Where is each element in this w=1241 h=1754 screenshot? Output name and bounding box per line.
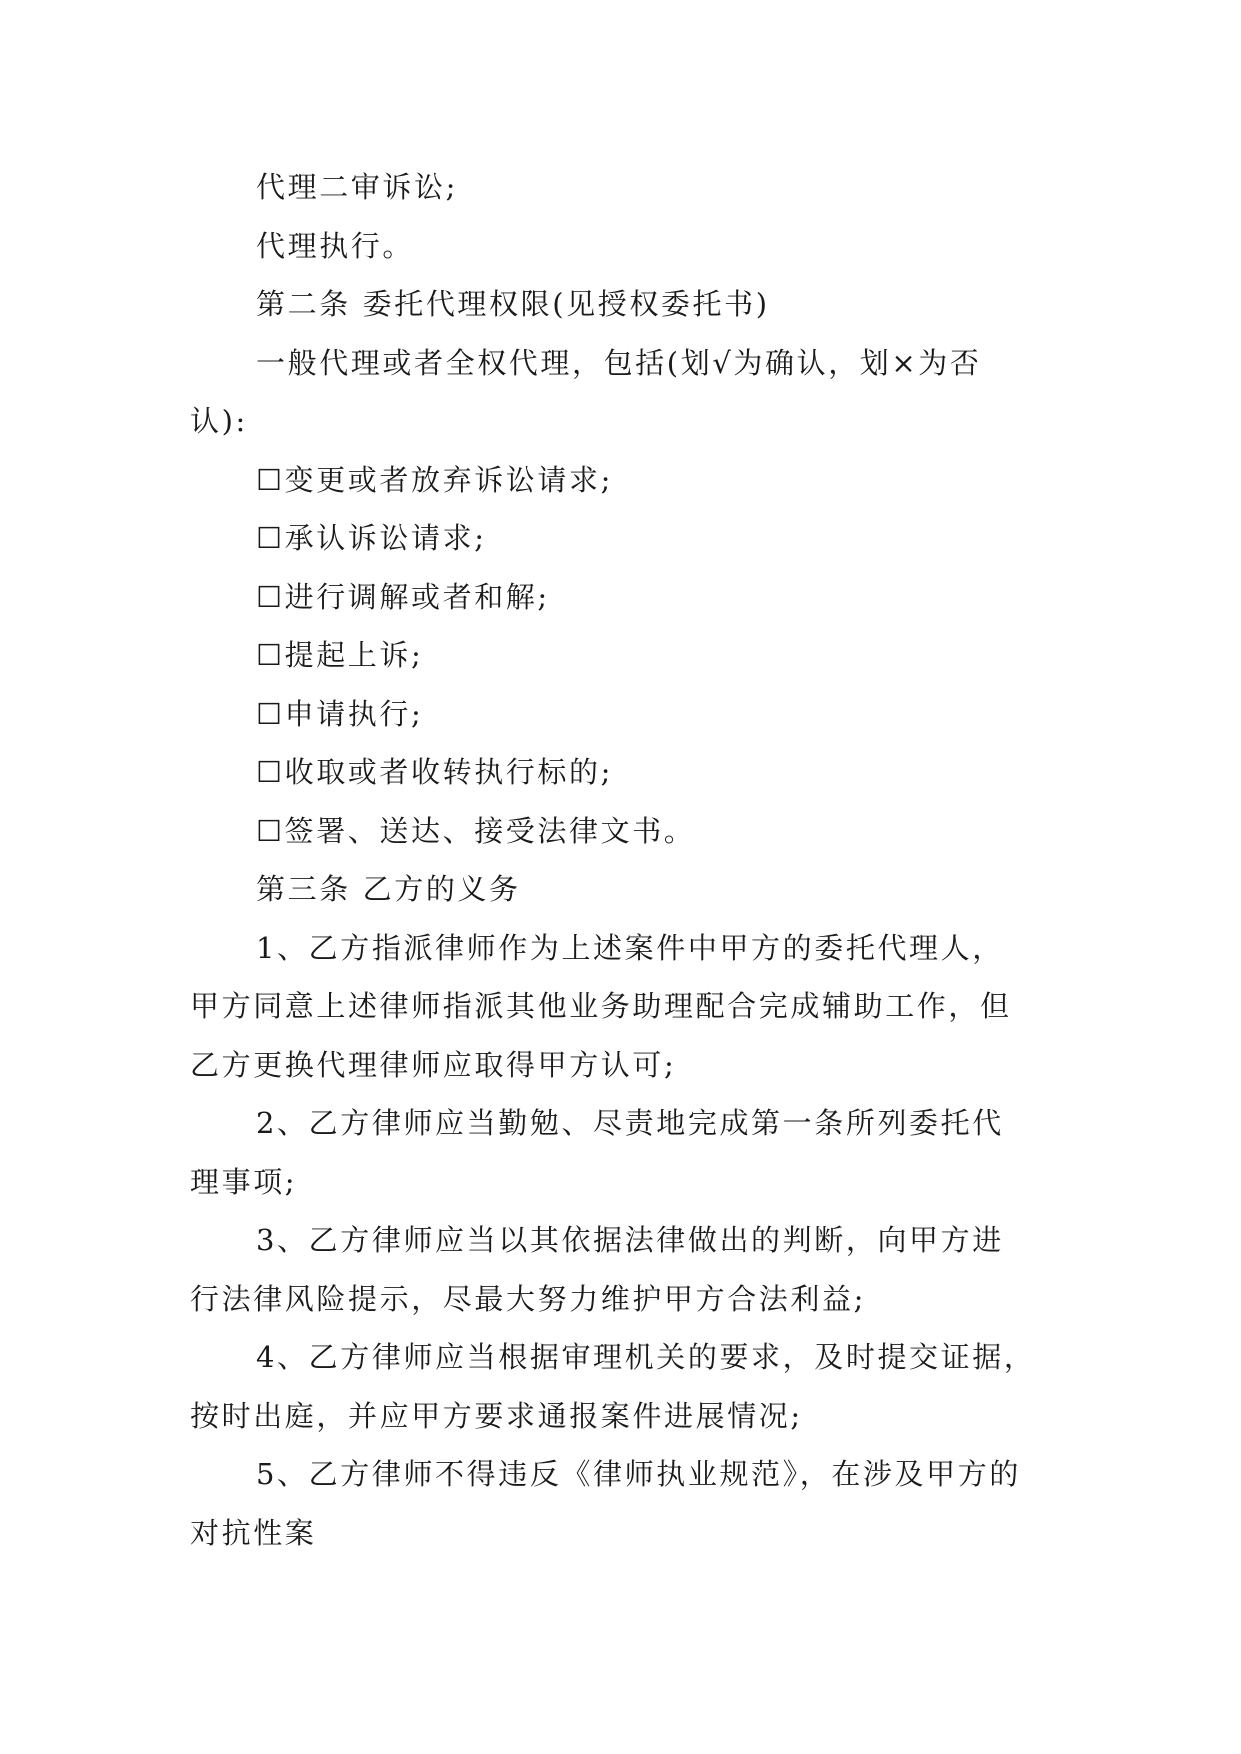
obligation-item-4: 4、乙方律师应当根据审理机关的要求，及时提交证据， 按时出庭，并应甲方要求通报案件进展情况; <box>190 1340 1036 1433</box>
checkbox-item-apply-execution: ☐申请执行; <box>256 696 424 731</box>
checkbox-item-change-claims: ☐变更或者放弃诉讼请求; <box>256 462 613 497</box>
article-three-heading: 第三条 乙方的义务 <box>256 872 521 906</box>
paragraph-appeal-litigation: 代理二审诉讼; <box>256 170 458 204</box>
article-two-heading: 第二条 委托代理权限(见授权委托书) <box>256 287 770 321</box>
obligation-item-2: 2、乙方律师应当勤勉、尽责地完成第一条所列委托代 理事项; <box>190 1106 1004 1199</box>
checkbox-item-appeal: ☐提起上诉; <box>256 638 424 672</box>
checkbox-item-sign-documents: ☐签署、送达、接受法律文书。 <box>256 813 696 848</box>
obligation-item-1: 1、乙方指派律师作为上述案件中甲方的委托代理人， 甲方同意上述律师指派其他业务助理配合完成辅助工作，但 乙方更换代理律师应取得甲方认可; <box>190 930 1012 1082</box>
checkbox-item-collect-subject: ☐收取或者收转执行标的; <box>256 755 613 789</box>
paragraph-authority-scope: 一般代理或者全权代理，包括(划√为确认，划×为否 认): <box>190 345 982 438</box>
checkbox-item-mediation: ☐进行调解或者和解; <box>256 579 550 614</box>
checkbox-item-admit-claims: ☐承认诉讼请求; <box>256 521 487 555</box>
obligation-item-5: 5、乙方律师不得违反《律师执业规范》，在涉及甲方的 对抗性案 <box>190 1457 1021 1550</box>
document-body <box>190 158 1060 1562</box>
paragraph-execution: 代理执行。 <box>256 228 415 263</box>
obligation-item-3: 3、乙方律师应当以其依据法律做出的判断，向甲方进 行法律风险提示，尽最大努力维护甲方合法利益; <box>190 1223 1004 1316</box>
